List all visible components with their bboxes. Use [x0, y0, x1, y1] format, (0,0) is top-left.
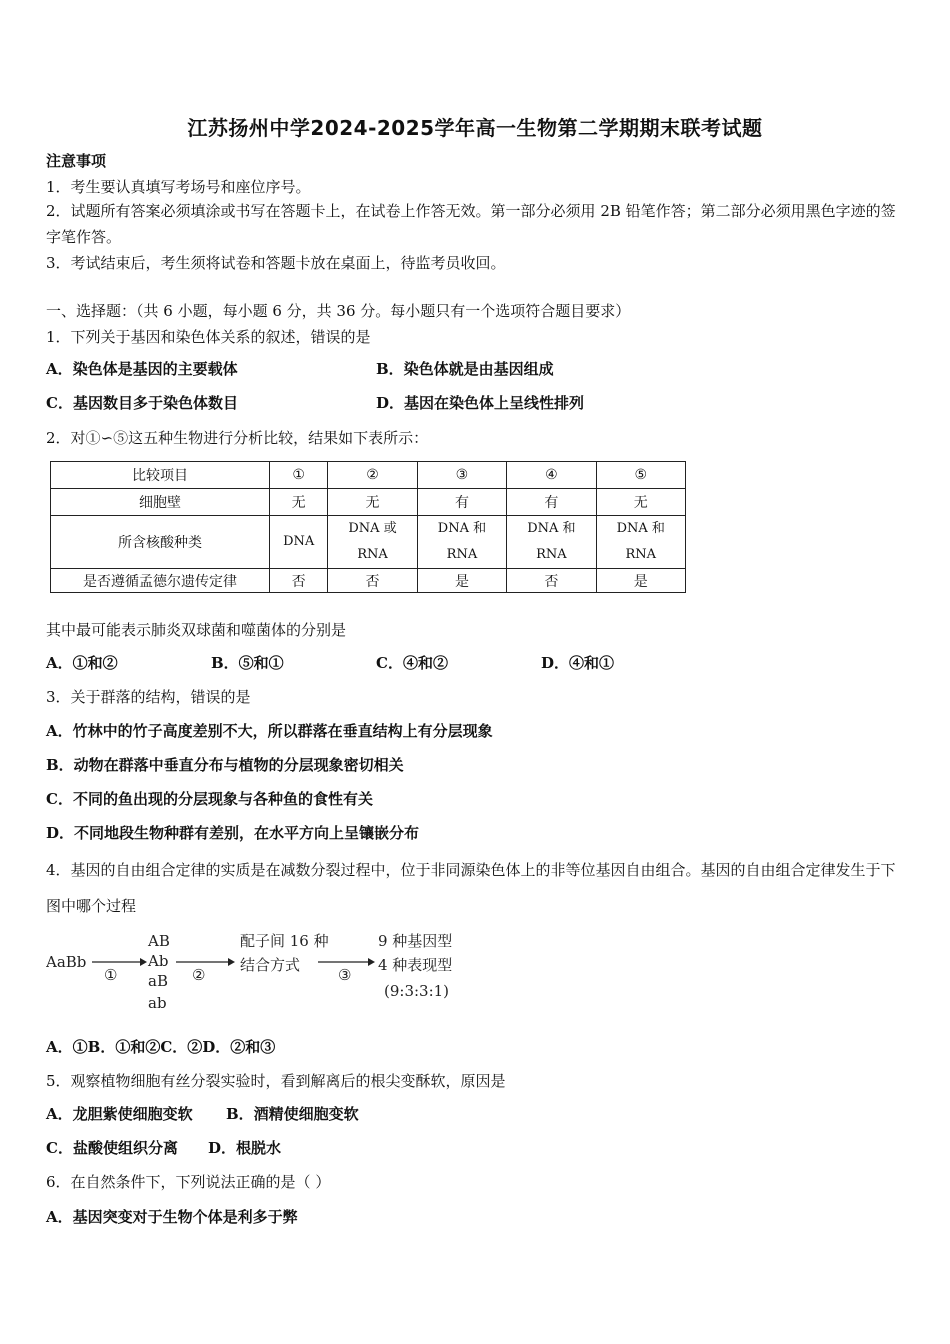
table-header-cell: ③ — [417, 462, 506, 489]
q2-option-c: C．④和② — [376, 654, 448, 672]
step-2-label: ② — [192, 966, 206, 984]
arrow-3-head — [368, 958, 375, 966]
q5-option-c: C．盐酸使组织分离 — [46, 1139, 178, 1157]
q1-stem: 1．下列关于基因和染色体关系的叙述，错误的是 — [46, 328, 371, 346]
table-header-cell: ⑤ — [596, 462, 685, 489]
table-cell: 否 — [270, 569, 328, 593]
q1-option-b: B．染色体就是由基因组成 — [376, 360, 554, 378]
cell-line: DNA 或 — [348, 521, 397, 536]
table-row — [51, 462, 686, 489]
genetics-process-diagram — [46, 928, 466, 1014]
q2-option-a: A．①和② — [46, 654, 118, 672]
table-cell — [328, 516, 417, 569]
q3-option-b: B．动物在群落中垂直分布与植物的分层现象密切相关 — [46, 756, 404, 774]
gamete-ab-lower: ab — [148, 994, 167, 1012]
gamete-ab-lower-mixed: aB — [148, 972, 168, 990]
q4-options: A．①B．①和②C．②D．②和③ — [46, 1038, 276, 1056]
q2-option-b: B．⑤和① — [211, 654, 284, 672]
q2-stem: 2．对①∽⑤这五种生物进行分析比较，结果如下表所示： — [46, 429, 429, 447]
q3-option-c: C．不同的鱼出现的分层现象与各种鱼的食性有关 — [46, 790, 373, 808]
table-row-label: 细胞壁 — [51, 489, 270, 516]
table-cell — [596, 516, 685, 569]
section-heading: 一、选择题：（共 6 小题，每小题 6 分，共 36 分。每小题只有一个选项符合题目要求） — [46, 302, 631, 320]
q3-stem: 3．关于群落的结构，错误的是 — [46, 688, 251, 706]
table-cell: 无 — [596, 489, 685, 516]
diagram-start-genotype: AaBb — [46, 953, 87, 971]
q6-option-a: A．基因突变对于生物个体是利多于弊 — [46, 1208, 298, 1226]
table-header-item: 比较项目 — [51, 462, 270, 489]
cell-line: DNA 和 — [616, 521, 665, 536]
table-row-label: 是否遵循孟德尔遗传定律 — [51, 569, 270, 593]
combination-line-2: 结合方式 — [240, 956, 301, 974]
cell-line: DNA 和 — [437, 521, 487, 536]
result-line-2: 4 种表现型 — [378, 956, 453, 974]
table-row-label: 所含核酸种类 — [51, 516, 270, 569]
q5-stem: 5．观察植物细胞有丝分裂实验时，看到解离后的根尖变酥软，原因是 — [46, 1072, 506, 1090]
notice-item-3: 3．考试结束后，考生须将试卷和答题卡放在桌面上，待监考员收回。 — [46, 254, 506, 272]
notice-item-1: 1．考生要认真填写考场号和座位序号。 — [46, 178, 311, 196]
table-cell: 是 — [417, 569, 506, 593]
cell-line: RNA — [357, 547, 388, 562]
table-row — [51, 489, 686, 516]
table-cell — [270, 516, 328, 569]
table-cell: 有 — [417, 489, 506, 516]
comparison-table — [50, 461, 686, 593]
table-header-cell: ② — [328, 462, 417, 489]
cell-line: RNA — [625, 547, 657, 562]
combination-line-1: 配子间 16 种 — [240, 932, 329, 950]
q5-option-d: D．根脱水 — [208, 1139, 282, 1157]
q2-option-d: D．④和① — [541, 654, 615, 672]
table-cell: 否 — [328, 569, 417, 593]
table-cell: 是 — [596, 569, 685, 593]
q4-stem: 4．基因的自由组合定律的实质是在减数分裂过程中，位于非同源染色体上的非等位基因自由组合。基因的自由组合定律发生于下图中哪个过程 — [46, 861, 896, 915]
gamete-ab-upper: AB — [148, 932, 170, 950]
table-row — [51, 516, 686, 569]
arrow-2-head — [228, 958, 235, 966]
q5-option-b: B．酒精使细胞变软 — [226, 1105, 359, 1123]
notice-heading: 注意事项 — [46, 152, 107, 170]
cell-line: DNA — [283, 534, 315, 549]
table-cell — [507, 516, 596, 569]
result-line-3: (9:3:3:1) — [384, 982, 450, 1000]
cell-line: RNA — [536, 547, 567, 562]
q1-option-c: C．基因数目多于染色体数目 — [46, 394, 238, 412]
q3-option-a: A．竹林中的竹子高度差别不大，所以群落在垂直结构上有分层现象 — [46, 722, 493, 740]
cell-line: RNA — [446, 547, 478, 562]
q6-stem: 6．在自然条件下，下列说法正确的是（ ） — [46, 1173, 331, 1191]
q1-option-d: D．基因在染色体上呈线性排列 — [376, 394, 585, 412]
table-row — [51, 569, 686, 593]
q3-option-d: D．不同地段生物种群有差别，在水平方向上呈镶嵌分布 — [46, 824, 420, 842]
table-cell: 无 — [328, 489, 417, 516]
table-header-cell: ④ — [507, 462, 596, 489]
arrow-1-head — [140, 958, 147, 966]
page-title: 江苏扬州中学2024-2025学年高一生物第二学期期末联考试题 — [187, 116, 763, 140]
notice-item-2: 2．试题所有答案必须填涂或书写在答题卡上，在试卷上作答无效。第一部分必须用 2B 铅笔作答；第二部分必须用黑色字迹的签字笔作答。 — [46, 202, 896, 246]
q1-option-a: A．染色体是基因的主要载体 — [46, 360, 238, 378]
step-3-label: ③ — [338, 966, 352, 984]
q5-option-a: A．龙胆紫使细胞变软 — [46, 1105, 193, 1123]
table-cell — [417, 516, 506, 569]
step-1-label: ① — [104, 966, 118, 984]
result-line-1: 9 种基因型 — [378, 932, 453, 950]
q2-question: 其中最可能表示肺炎双球菌和噬菌体的分别是 — [46, 621, 347, 639]
table-cell: 无 — [270, 489, 328, 516]
table-cell: 有 — [507, 489, 596, 516]
cell-line: DNA 和 — [527, 521, 576, 536]
table-cell: 否 — [507, 569, 596, 593]
gamete-ab-mixed: Ab — [148, 952, 169, 970]
table-header-cell: ① — [270, 462, 328, 489]
